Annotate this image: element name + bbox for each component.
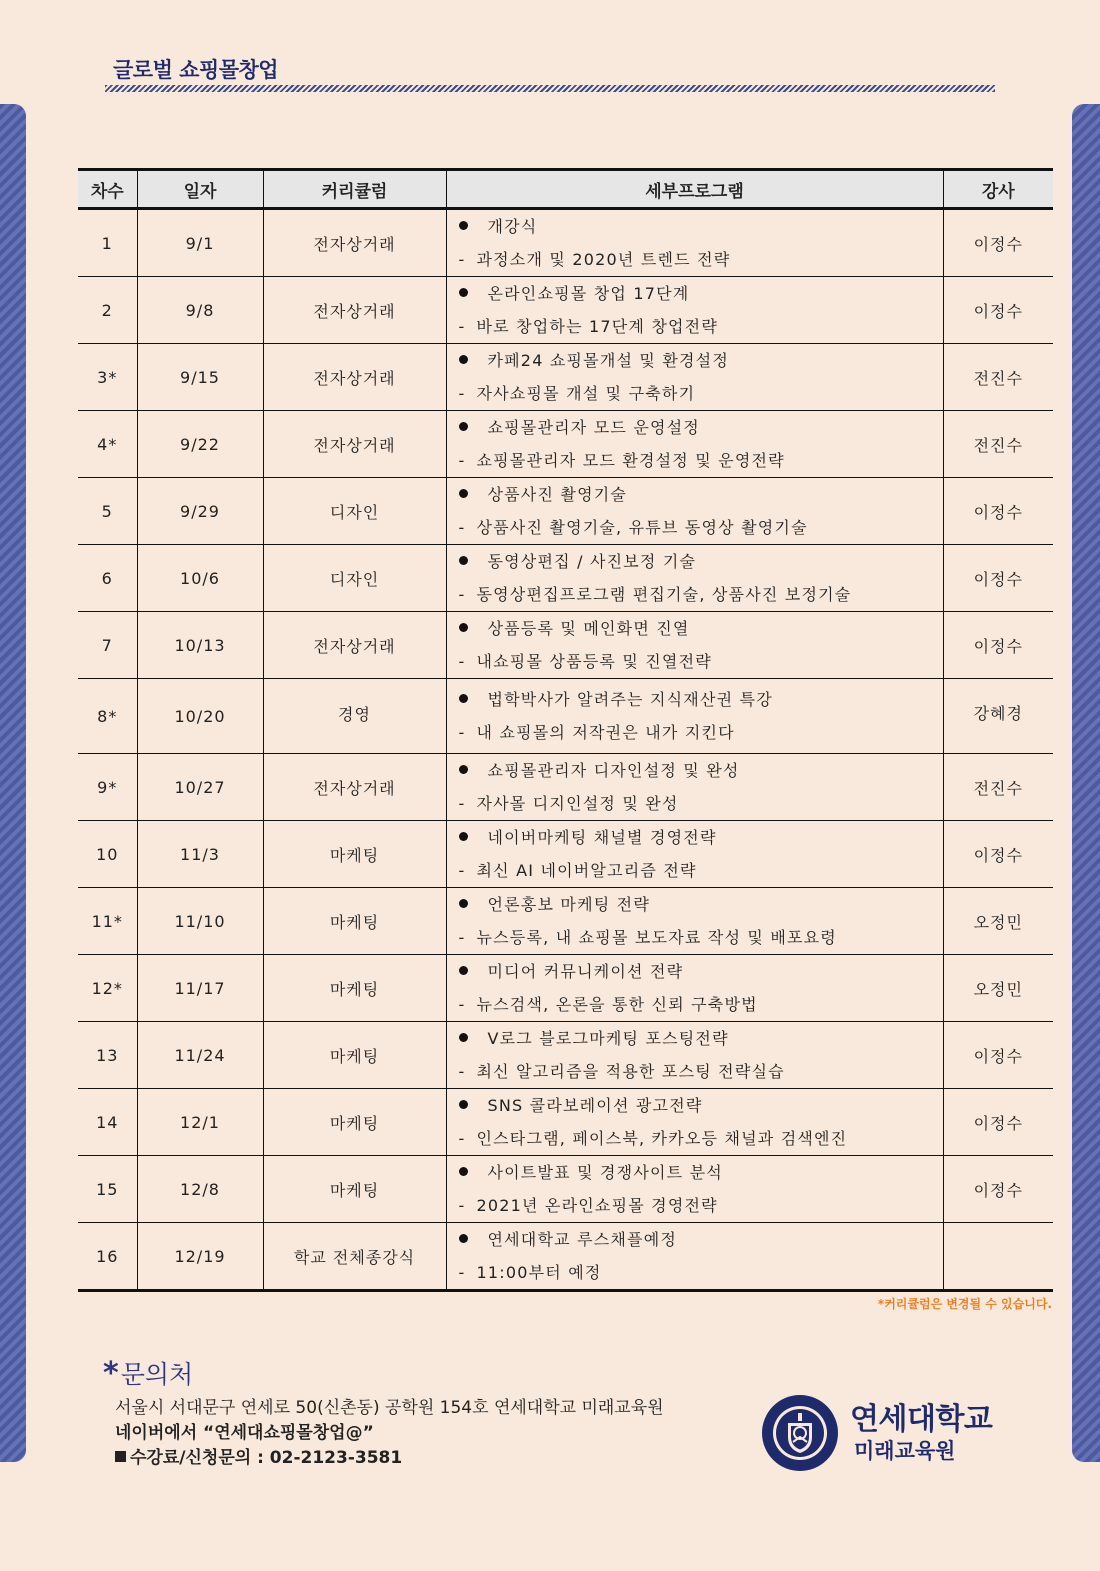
row-curriculum: 마케팅 xyxy=(263,821,446,888)
program-main: 상품등록 및 메인화면 진열 xyxy=(487,619,690,638)
row-curriculum: 전자상거래 xyxy=(263,344,446,411)
table-row xyxy=(78,1089,1053,1156)
row-curriculum: 전자상거래 xyxy=(263,754,446,821)
table-row xyxy=(78,277,1053,344)
dash-icon: - xyxy=(458,1129,466,1148)
program-sub: 인스타그램, 페이스북, 카카오등 채널과 검색엔진 xyxy=(476,1129,848,1148)
row-instructor: 전진수 xyxy=(943,411,1053,478)
row-date: 9/8 xyxy=(137,277,263,344)
program-main-line xyxy=(459,612,943,645)
row-date: 10/27 xyxy=(137,754,263,821)
dash-icon: - xyxy=(458,995,466,1014)
table-row xyxy=(78,754,1053,821)
table-row xyxy=(78,411,1053,478)
table-row xyxy=(78,679,1053,754)
dash-icon: - xyxy=(458,723,466,742)
program-sub: 뉴스등록, 내 쇼핑몰 보도자료 작성 및 배포요령 xyxy=(476,928,837,947)
bullet-icon xyxy=(459,355,468,364)
program-sub-line xyxy=(459,578,943,611)
table-row xyxy=(78,545,1053,612)
row-program xyxy=(446,679,943,754)
program-main-line xyxy=(459,210,943,243)
bullet-icon xyxy=(459,1033,468,1042)
row-date: 11/17 xyxy=(137,955,263,1022)
row-curriculum: 마케팅 xyxy=(263,1156,446,1223)
bullet-icon xyxy=(459,288,468,297)
program-main-line xyxy=(459,1156,943,1189)
row-instructor: 이정수 xyxy=(943,545,1053,612)
program-main: 연세대학교 루스채플예정 xyxy=(487,1230,678,1249)
bullet-icon xyxy=(459,623,468,632)
program-sub: 최신 AI 네이버알고리즘 전략 xyxy=(476,861,697,880)
row-date: 11/10 xyxy=(137,888,263,955)
contact-fee: 수강료/신청문의 : 02-2123-3581 xyxy=(130,1448,403,1468)
row-program xyxy=(446,1022,943,1089)
program-main-line xyxy=(459,683,943,716)
row-number: 16 xyxy=(78,1223,137,1291)
row-program xyxy=(446,754,943,821)
column-header-instructor: 강사 xyxy=(943,170,1053,209)
row-curriculum: 마케팅 xyxy=(263,888,446,955)
program-sub: 바로 창업하는 17단계 창업전략 xyxy=(476,317,718,336)
dash-icon: - xyxy=(458,861,466,880)
program-sub-line xyxy=(459,444,943,477)
program-main-line xyxy=(459,277,943,310)
table-row xyxy=(78,209,1053,277)
row-date: 9/22 xyxy=(137,411,263,478)
row-number: 7 xyxy=(78,612,137,679)
program-sub: 쇼핑몰관리자 모드 환경설정 및 운영전략 xyxy=(476,451,785,470)
program-sub: 과정소개 및 2020년 트렌드 전략 xyxy=(476,250,731,269)
row-instructor: 이정수 xyxy=(943,277,1053,344)
program-sub-line xyxy=(459,787,943,820)
program-sub-line xyxy=(459,1055,943,1088)
dash-icon: - xyxy=(458,451,466,470)
row-number: 1 xyxy=(78,209,137,277)
row-instructor: 이정수 xyxy=(943,1022,1053,1089)
dash-icon: - xyxy=(458,585,466,604)
program-sub-line xyxy=(459,645,943,678)
program-sub-line xyxy=(459,716,943,749)
program-main: 법학박사가 알려주는 지식재산권 특강 xyxy=(487,690,773,709)
table-row xyxy=(78,888,1053,955)
program-main: 개강식 xyxy=(487,217,538,236)
program-main-line xyxy=(459,478,943,511)
program-main-line xyxy=(459,1022,943,1055)
dash-icon: - xyxy=(458,317,466,336)
program-sub-line xyxy=(459,1122,943,1155)
program-main: 쇼핑몰관리자 모드 운영설정 xyxy=(487,418,700,437)
row-curriculum: 디자인 xyxy=(263,545,446,612)
dash-icon: - xyxy=(458,250,466,269)
star-icon: * xyxy=(103,1355,119,1391)
table-row xyxy=(78,1022,1053,1089)
program-sub: 뉴스검색, 온론을 통한 신뢰 구축방법 xyxy=(476,995,758,1014)
program-sub: 내 쇼핑몰의 저작권은 내가 지킨다 xyxy=(476,723,735,742)
row-program xyxy=(446,955,943,1022)
yonsei-seal-icon xyxy=(760,1393,840,1473)
row-curriculum: 학교 전체종강식 xyxy=(263,1223,446,1291)
program-sub: 최신 알고리즘을 적용한 포스팅 전략실습 xyxy=(476,1062,785,1081)
contact-heading xyxy=(103,1355,193,1391)
row-curriculum: 마케팅 xyxy=(263,1089,446,1156)
row-curriculum: 전자상거래 xyxy=(263,411,446,478)
row-program xyxy=(446,277,943,344)
row-date: 12/1 xyxy=(137,1089,263,1156)
program-main-line xyxy=(459,888,943,921)
row-instructor: 이정수 xyxy=(943,821,1053,888)
program-main-line xyxy=(459,545,943,578)
change-notice: *커리큘럼은 변경될 수 있습니다. xyxy=(877,1297,1052,1311)
program-sub: 상품사진 촬영기술, 유튜브 동영상 촬영기술 xyxy=(476,518,808,537)
column-header-no: 차수 xyxy=(78,170,137,209)
row-number: 9* xyxy=(78,754,137,821)
row-instructor: 강혜경 xyxy=(943,679,1053,754)
row-number: 2 xyxy=(78,277,137,344)
dash-icon: - xyxy=(458,1263,466,1282)
bullet-icon xyxy=(459,832,468,841)
row-curriculum: 디자인 xyxy=(263,478,446,545)
program-sub: 자사몰 디지인설정 및 완성 xyxy=(476,794,679,813)
row-date: 9/15 xyxy=(137,344,263,411)
row-program xyxy=(446,1156,943,1223)
row-number: 5 xyxy=(78,478,137,545)
row-instructor: 오정민 xyxy=(943,888,1053,955)
bullet-icon xyxy=(459,221,468,230)
program-sub-line xyxy=(459,1189,943,1222)
program-main: 미디어 커뮤니케이션 전략 xyxy=(487,962,684,981)
square-bullet-icon xyxy=(115,1451,126,1462)
column-header-date: 일자 xyxy=(137,170,263,209)
right-decorative-band xyxy=(1072,104,1100,1462)
program-sub-line xyxy=(459,243,943,276)
program-sub-line xyxy=(459,511,943,544)
row-number: 3* xyxy=(78,344,137,411)
program-main: V로그 블로그마케팅 포스팅전략 xyxy=(487,1029,729,1048)
dash-icon: - xyxy=(458,794,466,813)
row-number: 14 xyxy=(78,1089,137,1156)
table-row xyxy=(78,344,1053,411)
table-row xyxy=(78,612,1053,679)
table-row xyxy=(78,955,1053,1022)
row-number: 13 xyxy=(78,1022,137,1089)
header-divider xyxy=(105,85,995,92)
row-date: 12/19 xyxy=(137,1223,263,1291)
bullet-icon xyxy=(459,422,468,431)
row-date: 11/3 xyxy=(137,821,263,888)
row-program xyxy=(446,888,943,955)
dash-icon: - xyxy=(458,928,466,947)
program-sub: 내쇼핑몰 상품등록 및 진열전략 xyxy=(476,652,712,671)
bullet-icon xyxy=(459,765,468,774)
program-sub-line xyxy=(459,377,943,410)
row-curriculum: 경영 xyxy=(263,679,446,754)
row-program xyxy=(446,1089,943,1156)
table-row xyxy=(78,1156,1053,1223)
dash-icon: - xyxy=(458,518,466,537)
row-date: 11/24 xyxy=(137,1022,263,1089)
row-number: 6 xyxy=(78,545,137,612)
row-date: 9/29 xyxy=(137,478,263,545)
program-main: SNS 콜라보레이션 광고전략 xyxy=(487,1096,703,1115)
program-main-line xyxy=(459,1089,943,1122)
program-main: 사이트발표 및 경쟁사이트 분석 xyxy=(487,1163,723,1182)
program-main: 동영상편집 / 사진보정 기술 xyxy=(487,552,697,571)
row-curriculum: 전자상거래 xyxy=(263,612,446,679)
row-number: 15 xyxy=(78,1156,137,1223)
program-main: 네이버마케팅 채널별 경영전략 xyxy=(487,828,717,847)
row-program xyxy=(446,478,943,545)
row-curriculum: 전자상거래 xyxy=(263,277,446,344)
program-sub-line xyxy=(459,921,943,954)
table-header-row xyxy=(78,170,1053,209)
bullet-icon xyxy=(459,966,468,975)
table-row xyxy=(78,821,1053,888)
row-instructor: 전진수 xyxy=(943,344,1053,411)
row-program xyxy=(446,344,943,411)
left-decorative-band xyxy=(0,104,26,1462)
program-sub: 동영상편집프로그램 편집기술, 상품사진 보정기술 xyxy=(476,585,852,604)
program-main: 온라인쇼핑몰 창업 17단계 xyxy=(487,284,690,303)
row-date: 12/8 xyxy=(137,1156,263,1223)
program-sub: 자사쇼핑몰 개설 및 구축하기 xyxy=(476,384,696,403)
row-program xyxy=(446,821,943,888)
program-main-line xyxy=(459,1223,943,1256)
row-instructor: 이정수 xyxy=(943,478,1053,545)
row-number: 8* xyxy=(78,679,137,754)
program-sub-line xyxy=(459,1256,943,1289)
page-title: 글로벌 쇼핑몰창업 xyxy=(113,58,279,82)
program-sub-line xyxy=(459,988,943,1021)
contact-naver: 네이버에서 “연세대쇼핑몰창업@” xyxy=(115,1423,374,1443)
contact-address: 서울시 서대문구 연세로 50(신촌동) 공학원 154호 연세대학교 미래교육원 xyxy=(115,1398,664,1418)
bullet-icon xyxy=(459,1234,468,1243)
program-sub: 11:00부터 예정 xyxy=(476,1263,602,1282)
dash-icon: - xyxy=(458,1062,466,1081)
table-row xyxy=(78,1223,1053,1291)
contact-fee-line xyxy=(115,1446,664,1471)
column-header-curriculum: 커리큘럼 xyxy=(263,170,446,209)
row-instructor: 이정수 xyxy=(943,209,1053,277)
dash-icon: - xyxy=(458,384,466,403)
program-main: 상품사진 촬영기술 xyxy=(487,485,628,504)
program-main-line xyxy=(459,955,943,988)
bullet-icon xyxy=(459,694,468,703)
program-main-line xyxy=(459,754,943,787)
row-instructor: 오정민 xyxy=(943,955,1053,1022)
program-main-line xyxy=(459,411,943,444)
program-main-line xyxy=(459,344,943,377)
row-number: 11* xyxy=(78,888,137,955)
bullet-icon xyxy=(459,556,468,565)
row-instructor: 이정수 xyxy=(943,612,1053,679)
dash-icon: - xyxy=(458,1196,466,1215)
table-body xyxy=(78,209,1053,1291)
program-sub-line xyxy=(459,854,943,887)
row-instructor: 전진수 xyxy=(943,754,1053,821)
column-header-program: 세부프로그램 xyxy=(446,170,943,209)
contact-heading-label: 문의처 xyxy=(120,1360,194,1389)
row-date: 9/1 xyxy=(137,209,263,277)
bullet-icon xyxy=(459,489,468,498)
contact-info xyxy=(115,1396,664,1471)
row-date: 10/13 xyxy=(137,612,263,679)
program-sub: 2021년 온라인쇼핑몰 경영전략 xyxy=(476,1196,718,1215)
row-program xyxy=(446,209,943,277)
program-sub-line xyxy=(459,310,943,343)
row-number: 4* xyxy=(78,411,137,478)
row-date: 10/20 xyxy=(137,679,263,754)
bullet-icon xyxy=(459,1167,468,1176)
row-program xyxy=(446,1223,943,1291)
university-logo xyxy=(760,1393,992,1473)
logo-university-name: 연세대학교 xyxy=(850,1402,993,1437)
dash-icon: - xyxy=(458,652,466,671)
row-instructor: 이정수 xyxy=(943,1089,1053,1156)
logo-institute-name: 미래교육원 xyxy=(854,1439,956,1463)
bullet-icon xyxy=(459,1100,468,1109)
program-main-line xyxy=(459,821,943,854)
row-date: 10/6 xyxy=(137,545,263,612)
row-program xyxy=(446,612,943,679)
program-main: 쇼핑몰관리자 디자인설정 및 완성 xyxy=(487,761,740,780)
row-number: 12* xyxy=(78,955,137,1022)
table-row xyxy=(78,478,1053,545)
row-instructor xyxy=(943,1223,1053,1291)
curriculum-table xyxy=(78,168,1053,1292)
row-curriculum: 마케팅 xyxy=(263,1022,446,1089)
row-number: 10 xyxy=(78,821,137,888)
row-program xyxy=(446,411,943,478)
bullet-icon xyxy=(459,899,468,908)
row-curriculum: 전자상거래 xyxy=(263,209,446,277)
row-instructor: 이정수 xyxy=(943,1156,1053,1223)
row-program xyxy=(446,545,943,612)
program-main: 언론홍보 마케팅 전략 xyxy=(487,895,650,914)
program-main: 카페24 쇼핑몰개설 및 환경설정 xyxy=(487,351,729,370)
row-curriculum: 마케팅 xyxy=(263,955,446,1022)
